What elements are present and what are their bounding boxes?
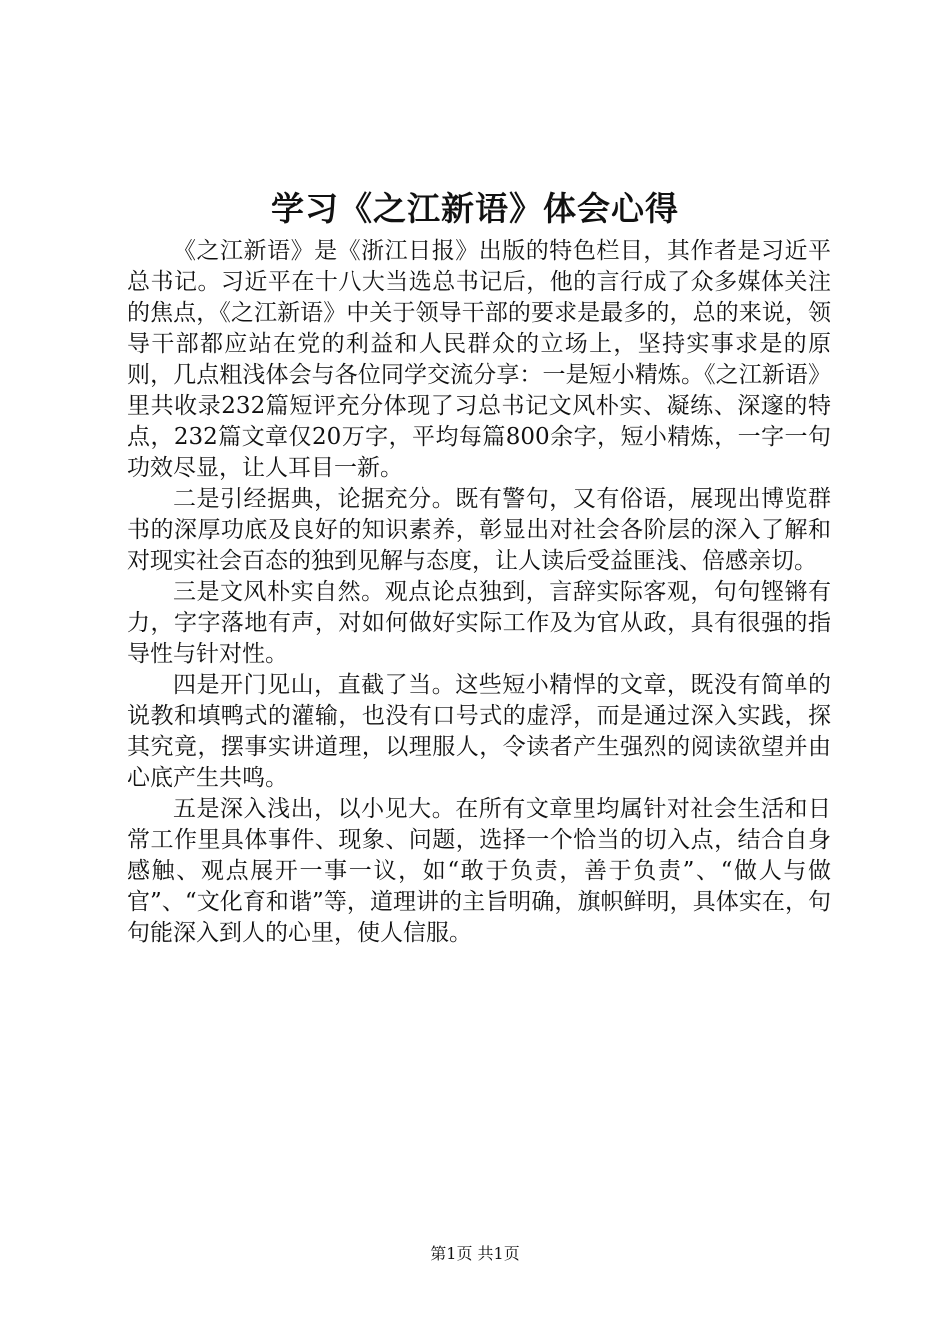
- paragraph-1: 《之江新语》是《浙江日报》出版的特色栏目，其作者是习近平总书记。习近平在十八大当选总书记后，他的言行成了众多媒体关注的焦点，《之江新语》中关于领导干部的要求是最多的，总的来说，领导干部都应站在党的利益和人民群众的立场上，坚持实事求是的原则，几点粗浅体会与各位同学交流分享：一是短小精炼。《之江新语》里共收录232篇短评充分体现了习总书记文风朴实、凝练、深邃的特点，232篇文章仅20万字，平均每篇800余字，短小精炼，一字一句功效尽显，让人耳目一新。: [127, 238, 831, 481]
- document-body: [127, 236, 831, 949]
- paragraph-2: 二是引经据典，论据充分。既有警句，又有俗语，展现出博览群书的深厚功底及良好的知识素养，彰显出对社会各阶层的深入了解和对现实社会百态的独到见解与态度，让人读后受益匪浅、倍感亲切。: [127, 486, 831, 574]
- document-title: 学习《之江新语》体会心得: [271, 189, 679, 228]
- paragraph-3: 三是文风朴实自然。观点论点独到，言辞实际客观，句句铿锵有力，字字落地有声，对如何做好实际工作及为官从政，具有很强的指导性与针对性。: [127, 579, 831, 667]
- page-number-footer: 第1页 共1页: [430, 1244, 520, 1263]
- paragraph-5: 五是深入浅出，以小见大。在所有文章里均属针对社会生活和日常工作里具体事件、现象、问题，选择一个恰当的切入点，结合自身感触、观点展开一事一议，如“敢于负责，善于负责”、“做人与做官”、“文化育和谐”等，道理讲的主旨明确，旗帜鲜明，具体实在，句句能深入到人的心里，使人信服。: [127, 796, 831, 946]
- paragraph-4: 四是开门见山，直截了当。这些短小精悍的文章，既没有简单的说教和填鸭式的灌输，也没有口号式的虚浮，而是通过深入实践，探其究竟，摆事实讲道理，以理服人，令读者产生强烈的阅读欲望并由心底产生共鸣。: [127, 672, 831, 791]
